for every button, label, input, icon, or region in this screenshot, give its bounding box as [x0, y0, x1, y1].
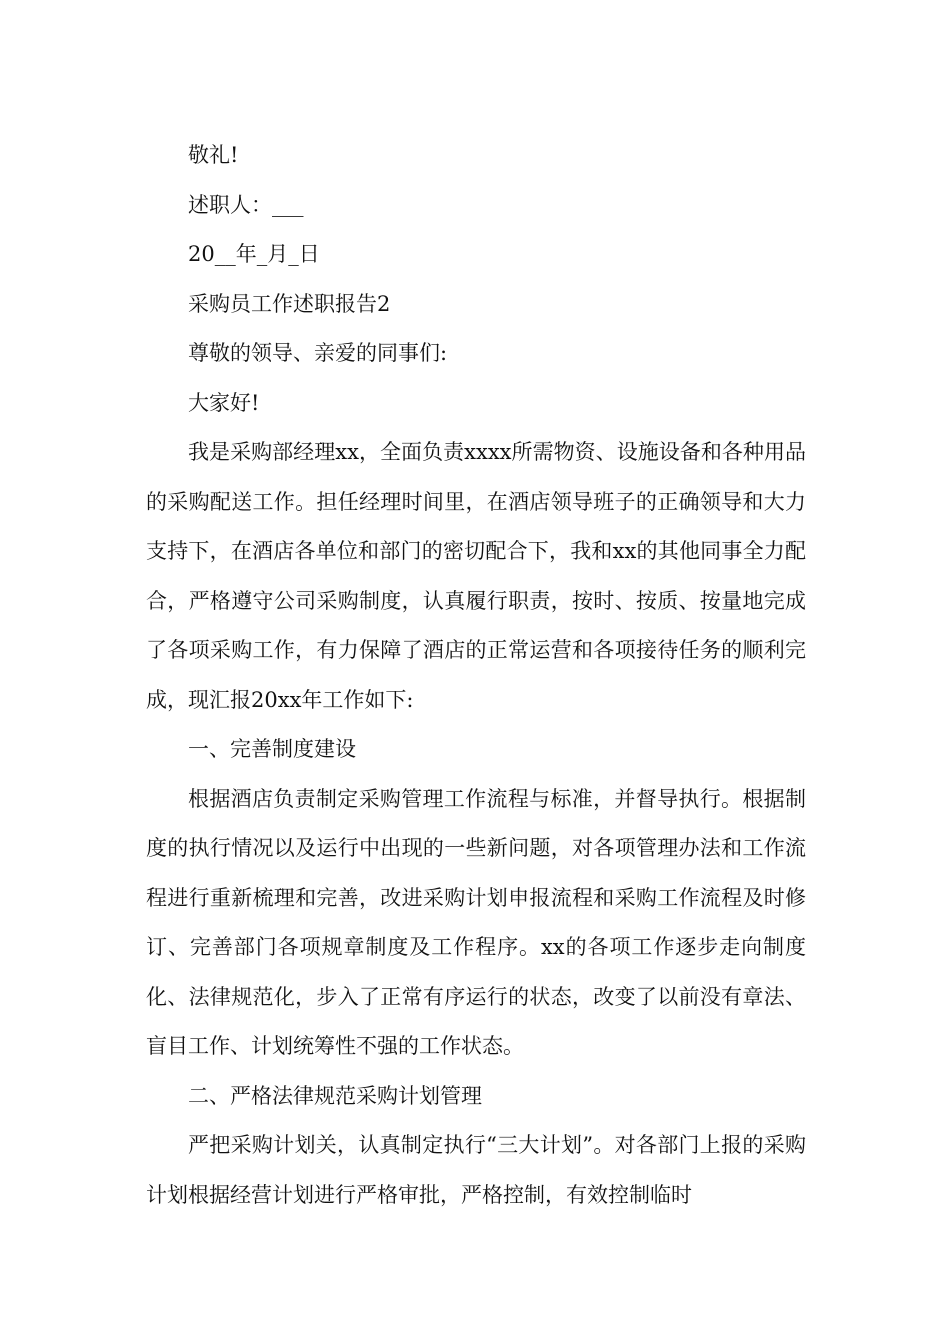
paragraph-2: 严把采购计划关，认真制定执行“三大计划”。对各部门上报的采购计划根据经营计划进行严格审批，严格控制，有效控制临时 [146, 1133, 806, 1207]
section-title: 采购员工作述职报告2 [188, 291, 391, 316]
intro-paragraph: 我是采购部经理xx，全面负责xxxx所需物资、设施设备和各种用品的采购配送工作。担任经理时间里，在酒店领导班子的正确领导和大力支持下，在酒店各单位和部门的密切配合下，我和xx的其他同事全力配合，严格遵守公司采购制度，认真履行职责，按时、按质、按量地完成了各项采购工作，有力保障了酒店的正常运营和各项接待任务的顺利完成，现汇报20xx年工作如下: [146, 440, 806, 712]
salutation: 尊敬的领导、亲爱的同事们: [188, 341, 448, 365]
paragraph-1: 根据酒店负责制定采购管理工作流程与标准，并督导执行。根据制度的执行情况以及运行中出现的一些新问题，对各项管理办法和工作流程进行重新梳理和完善，改进采购计划申报流程和采购工作流程及时修订、完善部门各项规章制度及工作程序。xx的各项工作逐步走向制度化、法律规范化，步入了正常有序运行的状态，改变了以前没有章法、盲目工作、计划统筹性不强的工作状态。 [146, 786, 806, 1058]
heading-1: 一、完善制度建设 [188, 737, 356, 761]
greeting: 大家好! [188, 390, 260, 415]
document-body [146, 131, 806, 1220]
closing-text: 敬礼! [188, 143, 239, 167]
signature-line: 述职人：___ [188, 192, 304, 217]
date-line: 20__年_月_日 [188, 242, 320, 266]
heading-2: 二、严格法律规范采购计划管理 [188, 1083, 482, 1108]
